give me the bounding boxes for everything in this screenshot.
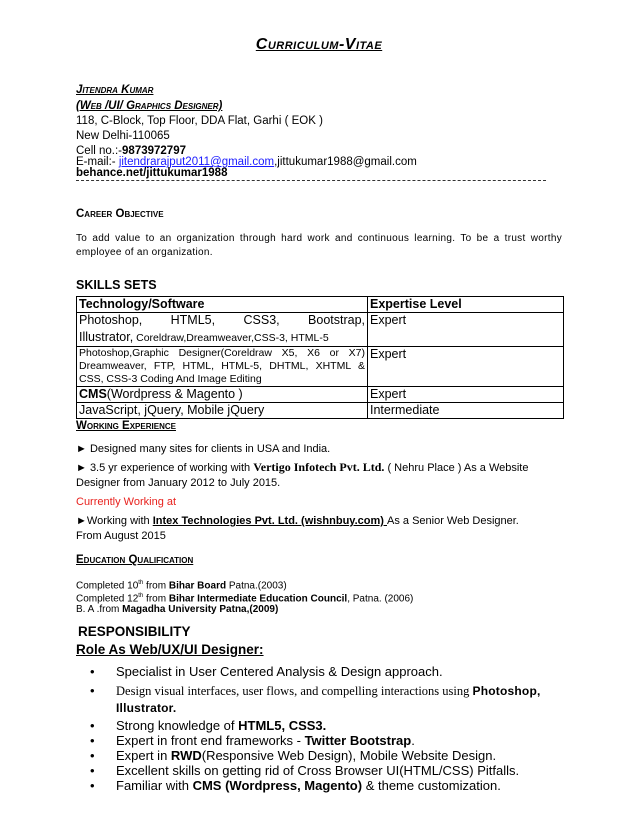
bullet-icon: •	[90, 763, 95, 778]
education-text: Completed 12	[76, 593, 139, 605]
responsibility-text: Familiar with	[116, 778, 193, 793]
cell-value: 9873972797	[122, 145, 186, 157]
skills-tech-cms: CMS	[79, 387, 107, 401]
responsibility-bold: RWD	[170, 748, 202, 763]
currently-working-label: Currently Working at	[76, 496, 177, 508]
address-line-1: 118, C-Block, Top Floor, DDA Flat, Garhi ( EOK )	[76, 115, 323, 127]
skills-col-expertise: Expertise Level	[368, 297, 564, 313]
skills-cell-level: Expert	[368, 387, 564, 403]
table-row	[77, 313, 564, 347]
skills-tech-line: Photoshop, HTML5, CSS3, Bootstrap,	[79, 313, 365, 327]
skills-cell-tech: Photoshop,Graphic Designer(Coreldraw X5, X6 or X7) Dreamweaver, FTP, HTML, HTML-5, DHTML, XHTML & CSS, CSS-3 Coding And Image Editing	[77, 347, 368, 387]
responsibility-text: (Responsive Web Design), Mobile Website Design.	[201, 748, 497, 763]
bullet-icon: •	[90, 748, 95, 763]
responsibility-text: Expert in	[116, 748, 171, 763]
education-text: from	[143, 593, 169, 605]
work-item-3-line-2: From August 2015	[76, 530, 166, 542]
skills-tech-line	[79, 328, 365, 346]
skills-col-technology: Technology/Software	[77, 297, 368, 313]
table-row	[77, 347, 564, 387]
responsibility-bold: Twitter Bootstrap	[304, 733, 412, 748]
skills-cell-level: Intermediate	[368, 403, 564, 419]
list-item	[76, 748, 576, 763]
skills-cell-tech	[77, 387, 368, 403]
responsibility-bold: CMS (Wordpress, Magento)	[192, 778, 363, 793]
table-row	[77, 387, 564, 403]
education-heading: Education Qualification	[76, 554, 194, 566]
responsibility-text: .	[411, 733, 415, 748]
education-sup: th	[138, 593, 144, 599]
responsibility-bold: Photoshop,	[472, 684, 541, 698]
role-heading: Role As Web/UX/UI Designer:	[76, 642, 264, 657]
bullet-icon: •	[90, 683, 95, 698]
education-line-3	[76, 603, 278, 616]
skills-table	[76, 296, 564, 419]
responsibility-bold: HTML5, CSS3.	[238, 718, 327, 733]
bullet-icon: •	[90, 718, 95, 733]
bullet-icon: •	[90, 778, 95, 793]
work-item-3	[76, 514, 519, 529]
skills-heading: SKILLS SETS	[76, 278, 157, 292]
list-item	[76, 778, 576, 793]
skills-tech-rest: Coreldraw,Dreamweaver,CSS-3, HTML-5	[133, 332, 329, 344]
header-divider	[76, 180, 546, 181]
career-objective-heading: Career Objective	[76, 208, 164, 220]
responsibility-bold: Illustrator.	[116, 701, 177, 715]
responsibility-text: & theme customization.	[362, 778, 501, 793]
education-sup: th	[138, 580, 144, 586]
email-secondary: ,jittukumar1988@gmail.com	[274, 156, 417, 168]
work-item-3-suffix: As a Senior Web Designer.	[387, 515, 519, 527]
education-text: Patna.(2003)	[226, 580, 287, 592]
address-line-2: New Delhi-110065	[76, 130, 170, 142]
education-text: , Patna. (2006)	[347, 593, 414, 605]
behance-link[interactable]: behance.net/jittukumar1988	[76, 167, 228, 179]
work-item-1: ► Designed many sites for clients in USA and India.	[76, 443, 331, 455]
responsibility-text: Excellent skills on getting rid of Cross Browser UI(HTML/CSS) Pitfalls.	[116, 763, 520, 778]
education-university: Magadha University Patna,(2009)	[122, 604, 279, 615]
candidate-name: Jitendra Kumar	[76, 84, 154, 96]
list-item	[76, 763, 576, 778]
work-item-2	[76, 460, 529, 476]
responsibility-text: Specialist in User Centered Analysis & Design approach.	[116, 664, 443, 679]
email-label: E-mail:-	[76, 156, 119, 168]
skills-tech-illustrator: Illustrator,	[79, 330, 134, 344]
bullet-icon: •	[90, 664, 95, 679]
table-row	[77, 297, 564, 313]
skills-cell-level: Expert	[368, 313, 564, 347]
list-item	[76, 733, 576, 748]
work-item-3-prefix: ►Working with	[76, 515, 153, 527]
table-row	[77, 403, 564, 419]
work-company-vertigo: Vertigo Infotech Pvt. Ltd.	[253, 460, 385, 474]
cell-label: Cell no.:-	[76, 145, 123, 157]
list-item	[76, 683, 576, 718]
work-item-2-line-2: Designer from January 2012 to July 2015.	[76, 477, 281, 489]
work-item-2-suffix: ( Nehru Place ) As a Website	[384, 462, 529, 474]
work-company-intex[interactable]: Intex Technologies Pvt. Ltd. (wishnbuy.com)	[152, 515, 387, 527]
skills-tech-cms-detail: (Wordpress & Magento )	[106, 387, 243, 401]
document-title: Curriculum-Vitae	[255, 36, 383, 53]
education-text: from	[143, 580, 169, 592]
education-text: Completed 10	[76, 580, 139, 592]
bullet-icon: •	[90, 733, 95, 748]
education-board: Bihar Intermediate Education Council	[168, 593, 348, 605]
career-objective-text: To add value to an organization through hard work and continuous learning. To be a trust worthy employee of an organization.	[76, 233, 562, 258]
skills-cell-tech	[77, 313, 368, 347]
candidate-role: (Web /UI/ Graphics Designer)	[76, 100, 223, 112]
skills-cell-level: Expert	[368, 347, 564, 387]
education-text: B. A .from	[76, 604, 123, 615]
email-primary-link[interactable]: jitendrarajput2011@gmail.com	[118, 156, 275, 168]
responsibility-list	[76, 664, 576, 793]
work-item-2-prefix: ► 3.5 yr experience of working with	[76, 462, 254, 474]
list-item	[76, 664, 576, 679]
responsibility-heading: RESPONSIBILITY	[78, 624, 191, 639]
skills-cell-tech: JavaScript, jQuery, Mobile jQuery	[77, 403, 368, 419]
work-experience-heading: Working Experience	[76, 420, 176, 432]
responsibility-text: Strong knowledge of	[116, 718, 239, 733]
education-board: Bihar Board	[168, 580, 227, 592]
responsibility-text: Expert in front end frameworks -	[116, 733, 305, 748]
responsibility-text: Design visual interfaces, user flows, and compelling interactions using	[116, 684, 473, 698]
list-item	[76, 718, 576, 733]
